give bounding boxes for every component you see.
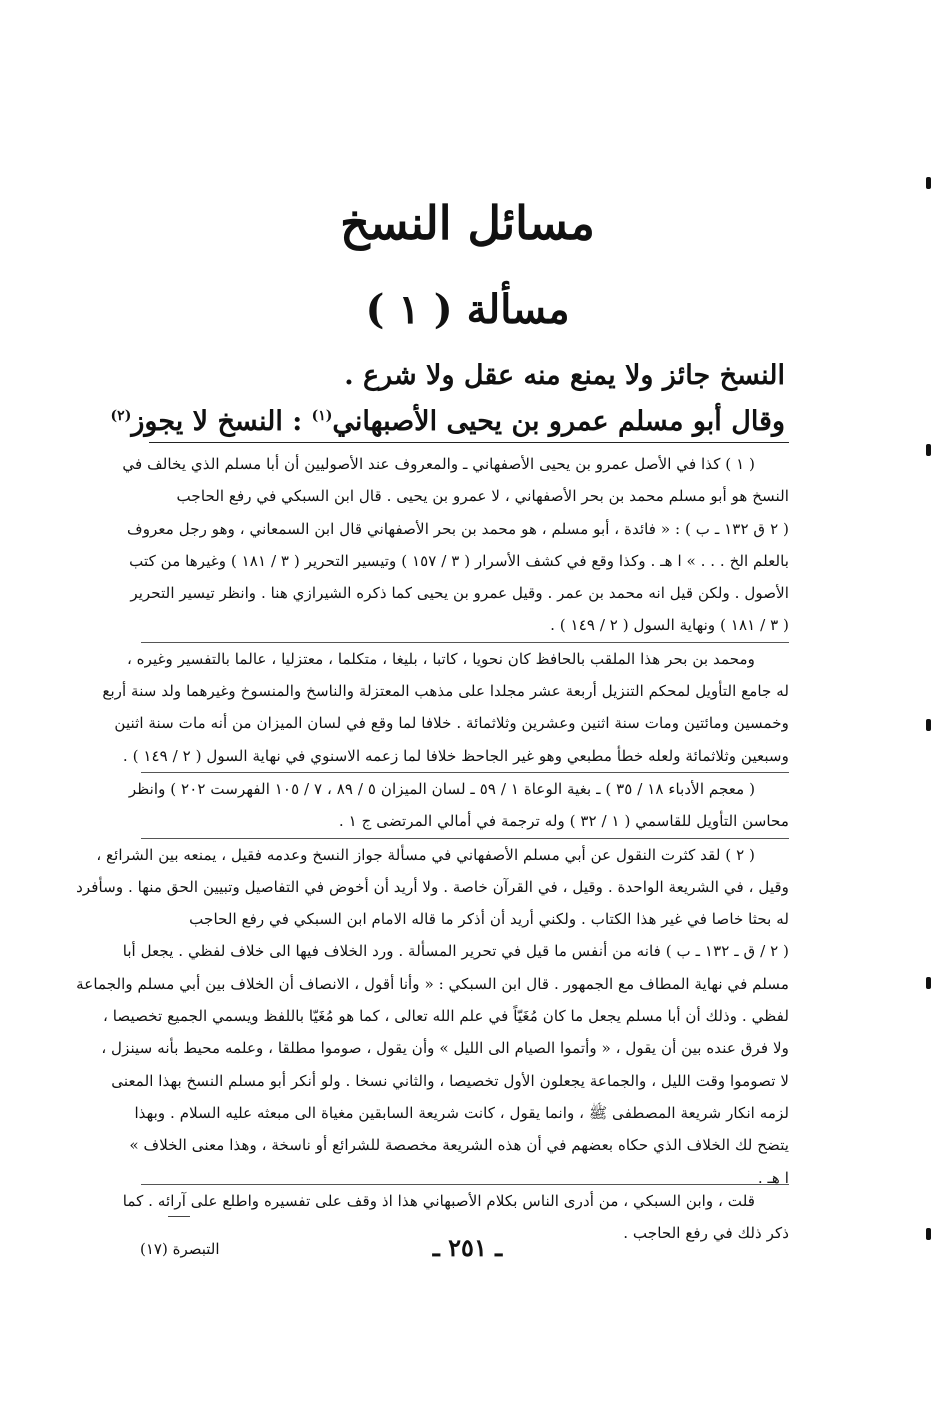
margin-mark xyxy=(926,719,931,731)
chapter-title: مسائل النسخ xyxy=(340,196,595,250)
footnote-line: لا تصوموا وقت الليل ، والجماعة يجعلون الأول تخصيصا ، والثاني نسخا . ولو أنكر أبو مسلم النسخ بهذا المعنى xyxy=(111,1071,789,1090)
footnote-line: وسبعين وثلاثمائة ولعله خطأ مطبعي وهو غير الجاحظ خلافا لما زعمه الاسنوي في نهاية السول ( ٢ / ١٤٩ ) . xyxy=(122,746,789,765)
footnote-line: ذكر ذلك في رفع الحاجب . xyxy=(623,1223,789,1242)
footnote-line: له جامع التأويل لمحكم التنزيل أربعة عشر مجلدا على مذهب المعتزلة والناسخ والمنسوخ وغيرهما ولد سنة أربع xyxy=(102,682,789,701)
footnote-line: الأصول . ولكن قيل انه محمد بن عمر . وقيل عمرو بن يحيى كما ذكره الشيرازي هنا . وانظر تيسير التحرير xyxy=(130,584,789,603)
footnote-ref-2: (٢) xyxy=(110,408,132,424)
footnote-divider xyxy=(149,442,789,443)
question-heading: مسألة ( ١ ) xyxy=(365,286,570,333)
footnote-line: ( ١ ) كذا في الأصل عمرو بن يحيى الأصفهاني ـ والمعروف عند الأصوليين أن أبا مسلم الذي يخالف في xyxy=(122,455,755,473)
footnote-line: بالعلم الخ . . . » ا هـ . وكذا وقع في كشف الأسرار ( ٣ / ١٥٧ ) وتيسير التحرير ( ٣ / ١٨١ ) وغيرها من كتب xyxy=(129,551,789,570)
footnote-line: ( ٢ ) لقد كثرت النقول عن أبي مسلم الأصفهاني في مسألة جواز النسخ وعدمه فقيل ، يمنعه بين الشرائع ، xyxy=(96,845,755,864)
footer-dash xyxy=(168,1216,190,1217)
footer-signature: التبصرة (١٧) xyxy=(140,1240,220,1258)
margin-mark xyxy=(926,177,931,189)
main-text-line-2-part-b: : النسخ لا يجوز xyxy=(131,406,303,437)
main-text-line-2 xyxy=(110,396,785,442)
footnote-line: ( معجم الأدباء ١٨ / ٣٥ ) ـ بغية الوعاة ١ / ٥٩ ـ لسان الميزان ٥ / ٨٩ ، ٧ / ١٠٥ الفهرست ٢٠٢ ) وانظر xyxy=(128,779,755,798)
margin-mark xyxy=(926,444,931,456)
margin-mark xyxy=(926,1228,931,1240)
footnote-line: محاسن التأويل للقاسمي ( ١ / ٣٢ ) وله ترجمة في أمالي المرتضى ج ١ . xyxy=(338,812,789,831)
footnote-line: ا هـ . xyxy=(757,1168,789,1187)
footnote-line: يتضح لك الخلاف الذي حكاه بعضهم في أن هذه الشريعة مخصصة للشرائع أو ناسخة ، وهذا معنى الخلاف » xyxy=(129,1136,789,1155)
footnote-line: ومحمد بن بحر هذا الملقب بالحافظ كان نحويا ، كاتبا ، بليغا ، متكلما ، معتزليا ، عالما بالتفسير وغيره ، xyxy=(126,649,755,668)
footnote-ref-1: (١) xyxy=(311,408,333,424)
footnote-line: لفظي . وذلك أن أبا مسلم يجعل ما كان مُغَيّاً في علم الله تعالى ، كما هو مُغَيّا باللفظ ويسمي الجميع تخصيصا ، xyxy=(103,1007,789,1026)
footnote-line: لزمه انكار شريعة المصطفى ﷺ ، وانما يقول ، كانت شريعة السابقين مغياة الى مبعثه عليه السلام . وبهذا xyxy=(134,1103,789,1122)
page-number: ـ ٢٥١ ـ xyxy=(432,1233,503,1262)
footnote-line: ولا فرق عنده بين أن يقول ، « وأتموا الصيام الى الليل » وأن يقول ، صوموا مطلقا ، وعلمه محيط بأنه سينزل ، xyxy=(101,1039,789,1058)
footnote-line: له بحثا خاصا في غير هذا الكتاب . ولكني أريد أن أذكر ما قاله الامام ابن السبكي في رفع الحاجب xyxy=(189,910,789,929)
main-text-line-1: النسخ جائز ولا يمنع منه عقل ولا شرع . xyxy=(344,360,785,391)
footnote-line: قلت ، وابن السبكي ، من أدرى الناس بكلام الأصبهاني هذا اذ وقف على تفسيره واطلع على آرائه . كما xyxy=(122,1191,755,1210)
footnote-line: النسخ هو أبو مسلم محمد بن بحر الأصفهاني ، لا عمرو بن يحيى . قال ابن السبكي في رفع الحاجب xyxy=(176,487,789,506)
footnote-line: ( ٢ ق ١٣٢ ـ ب ) : « فائدة ، أبو مسلم ، هو محمد بن بحر الأصفهاني قال ابن السمعاني ، وهو رجل معروف xyxy=(126,519,789,538)
footnote-line: وخمسين ومائتين ومات سنة اثنين وعشرين وثلاثمائة . خلافا لما وقع في لسان الميزان من أنه مات سنة اثنين xyxy=(114,714,789,733)
main-text-line-2-part-a: وقال أبو مسلم عمرو بن يحيى الأصبهاني xyxy=(332,406,785,437)
margin-mark xyxy=(926,977,931,989)
footnote-line: وقيل ، في الشريعة الواحدة . وقيل ، في القرآن خاصة . ولا أريد أن أخوض في التفاصيل وتبيين الحق منها . وسأفرد xyxy=(76,877,789,896)
footnote-line: ( ٣ / ١٨١ ) ونهاية السول ( ٢ / ١٤٩ ) . xyxy=(550,616,789,635)
footnote-line: ( ٢ / ق ـ ١٣٢ ـ ب ) فانه من أنفس ما قيل في تحرير المسألة . ورد الخلاف فيها الى خلاف لفظي . يجعل أبا xyxy=(122,942,789,961)
footnote-line: مسلم في نهاية المطاف مع الجمهور . قال ابن السبكي : « وأنا أقول ، الانصاف أن الخلاف بين أبي مسلم والجماعة xyxy=(76,974,789,993)
